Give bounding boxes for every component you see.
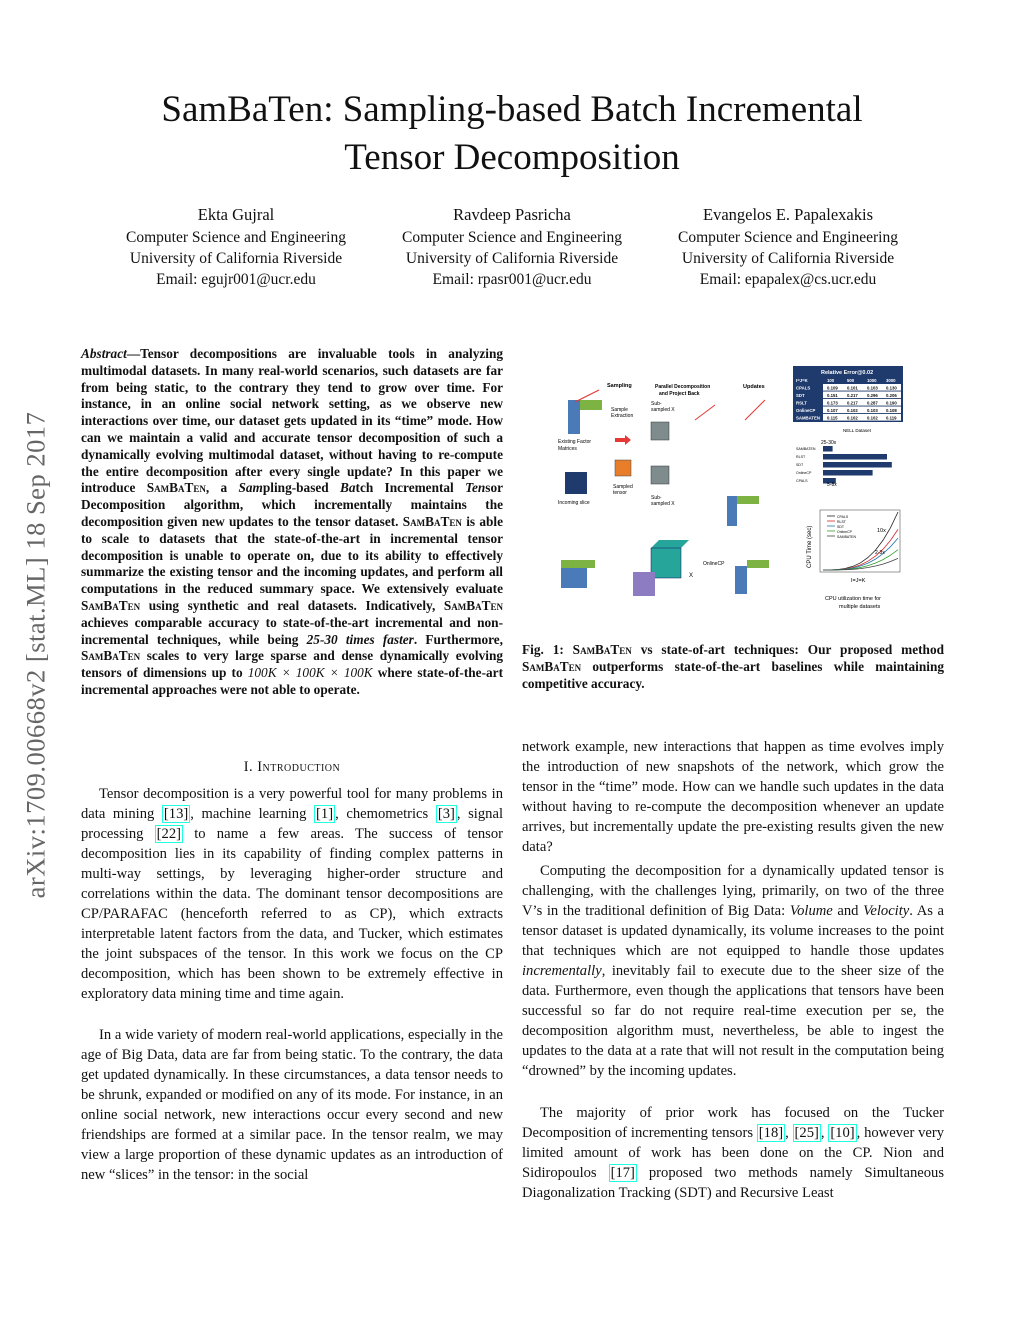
bar-label: RLST: [796, 455, 806, 459]
table-header-cell: I=J=K: [796, 378, 808, 383]
label-existing-1: Existing Factor: [558, 439, 592, 445]
table-cell: 0.109: [827, 385, 838, 391]
caption-label: Fig. 1:: [522, 642, 573, 657]
author-email: Email: rpasr001@ucr.edu: [432, 271, 592, 288]
table-cell: 0.190: [886, 400, 897, 406]
label-parallel-1: Parallel Decomposition: [655, 384, 711, 390]
intro-paragraph-2: In a wide variety of modern real-world applications, especially in the age of Big Data, data are far from being static. To the contrary, the data get updated dynamically. In these circumstances, a data tensor needs to be shrunk, expanded or modified on any of its mode. For instance, in an online social network, new interactions occur every second and new friendships are formed at a similar pace. In the tensor realm, we may view a large proportion of these dynamic updates as an introduction of new “slices” in the tensor: in the social: [81, 1027, 503, 1183]
table-cell: 0.102: [867, 415, 878, 421]
bar-label: CPALS: [796, 479, 808, 483]
table-header-cell: 500: [847, 378, 855, 383]
bar-label: SAMBATEN: [796, 447, 816, 451]
section-heading: I. Introduction: [243, 759, 341, 775]
right-paragraph-2: Computing the decomposition for a dynamically updated tensor is challenging, with the challenges lying, primarily, on two of the three V’s in the traditional definition of Big Data: Volume and Velocity. As a tensor dataset is updated dynamically, its volume increases to the point that techniques which are not equipped to handle those updates incrementally, inevitably fail to execute due to the sheer size of the data. Furthermore, even though the applications that tensors have been successful so far do not require real-time execution per se, the decomposition algorithm must, nevertheless, be able to ingest the updates to the data at a rate that will not result in the computation being “drowned” by the incoming updates.: [522, 863, 944, 1079]
speedup-label-4: 2-3x: [875, 550, 885, 556]
table-cell: 0.102: [847, 415, 858, 421]
bar-mark: [823, 462, 892, 468]
tensor-cube-top: [651, 540, 689, 548]
table-cell: 0.103: [867, 408, 878, 413]
bar-mark: [823, 446, 833, 452]
label-sub-1: Sub-: [651, 401, 662, 407]
table-cell: 0.107: [827, 408, 838, 413]
author-name: Ekta Gujral: [197, 205, 275, 224]
onlinecp-factor-b: [561, 560, 595, 568]
author-email: Email: egujr001@ucr.edu: [156, 271, 316, 288]
label-sub-2: sampled X: [651, 407, 675, 413]
citation-link[interactable]: [25]: [794, 1125, 819, 1141]
table-cell: 0.151: [827, 393, 838, 398]
table-cell: 0.119: [886, 415, 897, 421]
intro-paragraph-1: Tensor decomposition is a very powerful tool for many problems in data mining [13] , machine learning [1] , chemometrics [3] , signal processing [22] to name a few areas. The success of tensor decomposition lies in its capability of finding complex patterns in multi-way settings, by leveraging higher-order structure and correlations within the data. The dominant tensor decompositions are CP/PARAFAC (henceforth referred to as CP), which extracts interpretable latent factors from the data, and Tucker, which estimates the joint subspaces of the tensor. In this work we focus on the CP decomposition, which has been shown to be extremely effective in exploratory data mining time and time again.: [81, 786, 503, 1002]
onlinecp-factor-a: [561, 566, 587, 588]
subsampled-cube-1: [651, 422, 669, 440]
result-factor-a: [735, 566, 747, 594]
tensor-slice-icon: [633, 572, 655, 596]
title-line-1: SamBaTen: Sampling-based Batch Incremental: [161, 89, 863, 130]
label-parallel-2: and Project Back: [659, 391, 700, 397]
citation-link[interactable]: [3]: [437, 806, 455, 822]
citation-link[interactable]: [1]: [316, 806, 334, 822]
table-cell: 0.103: [867, 385, 878, 391]
result-factor-b: [747, 560, 769, 568]
author-univ: University of California Riverside: [681, 250, 895, 267]
arxiv-stamp: [6, 345, 66, 965]
label-incoming: Incoming slice: [558, 500, 590, 506]
legend-label: RLST: [837, 520, 846, 524]
label-sampled-1: Sampled: [613, 484, 633, 490]
table-cell: 0.115: [827, 415, 838, 421]
cpu-series-line: [823, 558, 898, 570]
author-block-3: [638, 204, 938, 290]
table-cell: 0.217: [847, 400, 858, 406]
table-cell: 0.217: [847, 393, 858, 398]
right-paragraph-1: network example, new interactions that happen as time evolves imply the introduction of new snapshots of the network, which grow the tensor in the “time” mode. How can we handle such updates in the data without having to re-compute the decomposition whenever an update arrives, but incrementally update the pre-existing results given the new data?: [522, 739, 944, 855]
update-line-1: [695, 405, 715, 420]
label-x: X: [689, 573, 694, 579]
cpu-caption-1: CPU utilization time for: [825, 596, 881, 602]
table-header-cell: 3000: [886, 378, 896, 383]
arxiv-id: arXiv:1709.00668v2 [stat.ML] 18 Sep 2017: [20, 411, 51, 899]
legend-label: OnlineCP: [837, 530, 852, 534]
cpu-xaxis-label: I=J=K: [851, 578, 866, 584]
label-sampled-2: tensor: [613, 490, 627, 496]
bar-label: OnlineCP: [796, 471, 812, 475]
author-name: Evangelos E. Papalexakis: [703, 205, 873, 224]
table-header-cell: 1000: [867, 378, 877, 383]
subsampled-cube-2: [651, 466, 669, 484]
bar-mark: [823, 454, 887, 460]
factor-matrix-b: [580, 400, 602, 410]
table-cell: 0.173: [827, 400, 838, 406]
table-header-cell: 100: [827, 378, 835, 383]
method-name: SamBaTen: [146, 480, 206, 496]
tensor-cube: [651, 548, 681, 578]
abstract: Abstract—Tensor decompositions are invaluable tools in analyzing multimodal datasets. In many real-world scenarios, such datasets are far from being static, to the contrary they tend to grow over time. For instance, in an online social network setting, as we observe new interactions over time, our dataset gets updated in its “time” mode. How can we maintain a valid and accurate tensor decomposition of such a dynamically evolving multimodal dataset, without having to re-compute the entire decomposition after every single update? In this paper we introduce SamBaTen, a Sampling-based Batch Incremental Tensor Decomposition algorithm, which incrementally maintains the decomposition given new updates to the tensor dataset. SamBaTen is able to scale to datasets that the state-of-the-art in incremental tensor decomposition is unable to operate on, due to its ability to effectively summarize the existing tensor and the incoming updates, and perform all computations in the reduced summary space. We extensively evaluate SamBaTen using synthetic and real datasets. Indicatively, SamBaTen achieves comparable accuracy to state-of-the-art incremental and non-incremental techniques, while being 25-30 times faster. Furthermore, SamBaTen scales to very large sparse and dense dynamically evolving tensors of dimensions up to 100K × 100K × 100K where state-of-the-art incremental approaches were not able to operate.: [81, 346, 504, 697]
incoming-slice-icon: [565, 472, 587, 494]
cpu-yaxis-label: CPU Time (sec): [807, 525, 813, 568]
citation-link[interactable]: [10]: [830, 1125, 855, 1141]
table-cell: 0.287: [867, 400, 878, 406]
nell-title: NELL Dataset: [843, 428, 871, 433]
table-cell: RSLT: [796, 400, 807, 406]
author-name: Ravdeep Pasricha: [453, 205, 571, 224]
table-cell: 0.206: [886, 393, 897, 398]
author-dept: Computer Science and Engineering: [402, 229, 622, 246]
speedup-label-3: 10x: [877, 528, 886, 534]
citation-link[interactable]: [22]: [156, 826, 181, 842]
cpu-series-line: [823, 550, 898, 570]
speedup-text: 25-30 times faster: [306, 631, 414, 647]
citation-link[interactable]: [17]: [610, 1165, 635, 1181]
speedup-label-2: 5-8x: [827, 482, 837, 488]
update-factor-a: [727, 496, 737, 526]
plus-icon: [615, 435, 631, 445]
label-onlinecp: OnlineCP: [703, 561, 725, 567]
table-cell: SDT: [796, 393, 805, 398]
dims-text: 100K × 100K × 100K: [247, 665, 373, 681]
sampled-tensor-icon: [615, 460, 631, 476]
legend-label: SAMBATEN: [837, 535, 856, 539]
factor-matrix-a: [568, 400, 580, 434]
label-sampling: Sampling: [607, 383, 632, 389]
citation-link[interactable]: [18]: [758, 1125, 784, 1141]
error-table: [793, 366, 903, 422]
update-factor-b: [737, 496, 759, 504]
table-cell: 0.130: [886, 385, 897, 391]
figure-1: [555, 360, 905, 630]
table-cell: CPALS: [796, 385, 811, 391]
bar-mark: [823, 470, 873, 476]
table-cell: SAMBATEN: [796, 415, 821, 421]
label-updates: Updates: [743, 384, 765, 390]
table-cell: OnlineCP: [796, 408, 816, 413]
author-block-2: [362, 204, 662, 290]
label-sub-4: sampled X: [651, 501, 675, 507]
table-cell: 0.102: [847, 408, 858, 413]
speedup-label-1: 25-30x: [821, 440, 837, 446]
legend-label: SDT: [837, 525, 844, 529]
table-cell: 0.296: [867, 393, 878, 398]
bar-label: SDT: [796, 463, 804, 467]
author-block-1: [86, 204, 386, 290]
author-dept: Computer Science and Engineering: [678, 229, 898, 246]
label-existing-2: Matrices: [558, 446, 577, 452]
author-email: Email: epapalex@cs.ucr.edu: [699, 271, 877, 288]
title-line-2: Tensor Decomposition: [344, 137, 680, 178]
table-title: Relative Error@0.02: [821, 370, 874, 376]
author-dept: Computer Science and Engineering: [126, 229, 346, 246]
paper-title: [80, 86, 944, 182]
table-cell: 0.101: [847, 385, 858, 391]
citation-link[interactable]: [13]: [163, 806, 189, 822]
abstract-lead: Abstract: [81, 346, 127, 361]
label-sample: Sample: [611, 407, 628, 413]
author-univ: University of California Riverside: [129, 250, 343, 267]
table-cell: 0.108: [886, 408, 897, 413]
legend-label: CPALS: [837, 515, 849, 519]
update-line-2: [745, 400, 765, 420]
label-sub-3: Sub-: [651, 495, 662, 501]
label-extraction: Extraction: [611, 413, 634, 419]
figure-caption: Fig. 1: SamBaTen vs state-of-art techniques: Our proposed method SamBaTen outperforms state-of-the-art baselines while maintaining competitive accuracy.: [522, 642, 944, 691]
cpu-caption-2: multiple datasets: [839, 604, 881, 610]
author-univ: University of California Riverside: [405, 250, 619, 267]
right-paragraph-3: The majority of prior work has focused on the Tucker Decomposition of incrementing tensors [18] , [25] , [10] , however very limited amount of work has been done on the CP. Nion and Sidiropoulos [17] proposed two methods namely Simultaneous Diagonalization Tracking (SDT) and Recursive Least: [522, 1105, 945, 1201]
